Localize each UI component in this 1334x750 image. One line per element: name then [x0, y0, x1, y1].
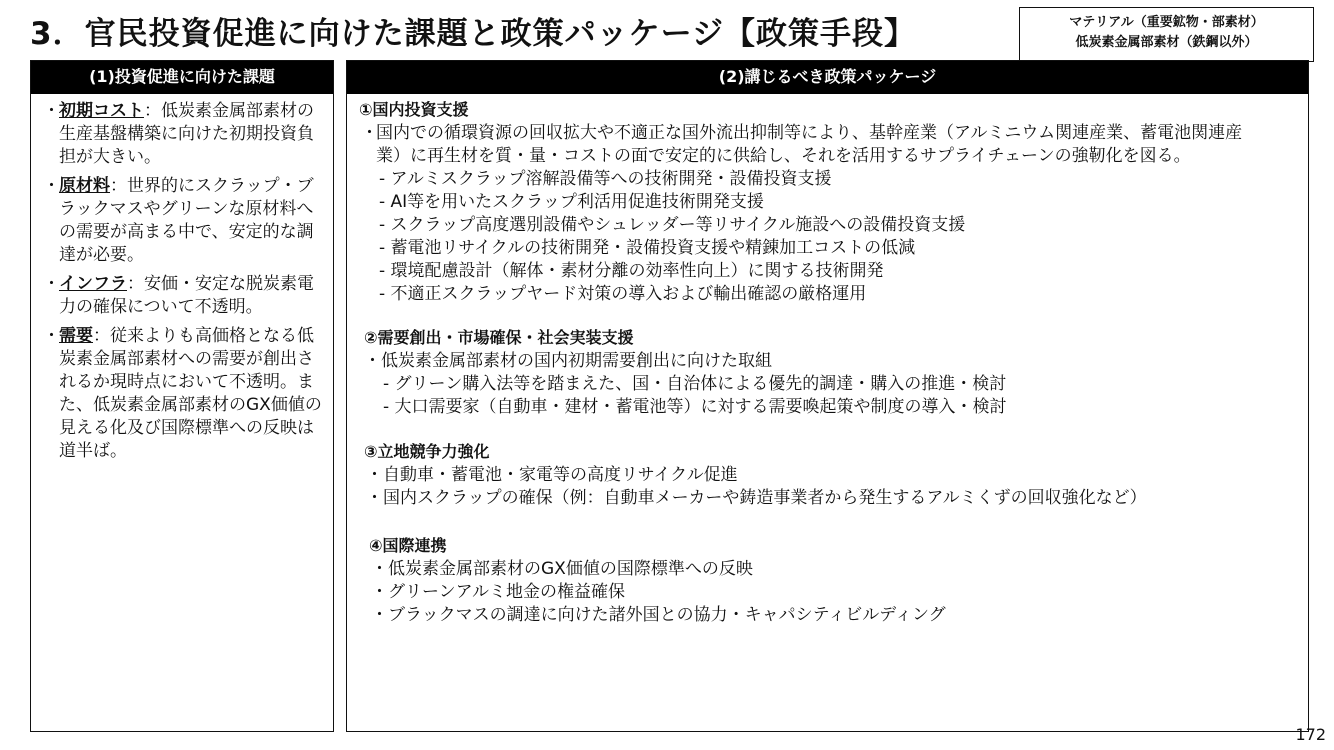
section-demand-creation: [364, 326, 1308, 419]
issues-panel: [30, 60, 334, 732]
issue-key: 初期コスト: [59, 101, 144, 121]
issue-text: ：世界的にスクラップ・ブラックマスやグリーンな原材料への需要が高まる中で、安定的な調達が必要。: [59, 176, 314, 265]
issue-key: 原材料: [59, 176, 110, 196]
list-item: ・グリーンアルミ地金の権益確保: [371, 582, 625, 602]
policy-content: [347, 94, 1308, 627]
section-lead: ・低炭素金属部素材の国内初期需要創出に向けた取組: [364, 351, 772, 371]
sub-item: - グリーン購入法等を踏まえた、国・自治体による優先的調達・購入の推進・検討: [383, 374, 1007, 394]
page-number: 172: [1295, 725, 1326, 744]
sub-item: - 不適正スクラップヤード対策の導入および輸出確認の厳格運用: [379, 284, 867, 304]
category-tag-box: [1019, 7, 1314, 62]
section-title: ①国内投資支援: [359, 100, 469, 119]
section-title: ②需要創出・市場確保・社会実装支援: [364, 328, 634, 347]
policy-header: (2)講じるべき政策パッケージ: [347, 61, 1308, 94]
issue-item: [31, 100, 333, 169]
bullet: ・: [43, 101, 60, 121]
sub-item: - 大口需要家（自動車・建材・蓄電池等）に対する需要喚起策や制度の導入・検討: [383, 397, 1007, 417]
issue-text: ：低炭素金属部素材の生産基盤構築に向けた初期投資負担が大きい。: [59, 101, 314, 167]
section-domestic-investment: [359, 98, 1308, 306]
bullet: ・: [43, 326, 60, 346]
sub-item: - 蓄電池リサイクルの技術開発・設備投資支援や精錬加工コストの低減: [379, 238, 916, 258]
sub-item: - スクラップ高度選別設備やシュレッダー等リサイクル施設への設備投資支援: [379, 215, 966, 235]
section-lead: [359, 122, 1259, 168]
issue-key: インフラ: [59, 274, 127, 294]
page-title: 3．官民投資促進に向けた課題と政策パッケージ【政策手段】: [30, 16, 916, 52]
sub-item: - アルミスクラップ溶解設備等への技術開発・設備投資支援: [379, 169, 832, 189]
section-location-competitiveness: [364, 440, 1308, 510]
list-item: ・自動車・蓄電池・家電等の高度リサイクル促進: [366, 465, 738, 485]
list-item: ・低炭素金属部素材のGX価値の国際標準への反映: [371, 559, 753, 579]
section-title: ③立地競争力強化: [364, 442, 490, 461]
issue-text: ：安価・安定な脱炭素電力の確保について不透明。: [59, 274, 314, 317]
issue-item: [31, 325, 333, 463]
issue-item: [31, 273, 333, 319]
sub-item: - 環境配慮設計（解体・素材分離の効率性向上）に関する技術開発: [379, 261, 884, 281]
sub-item: - AI等を用いたスクラップ利活用促進技術開発支援: [379, 192, 764, 212]
section-international-cooperation: [369, 534, 1308, 627]
policy-panel: [346, 60, 1309, 732]
section-title: ④国際連携: [369, 536, 447, 555]
list-item: ・ブラックマスの調達に向けた諸外国との協力・キャパシティビルディング: [371, 605, 946, 625]
bullet: ・: [43, 274, 60, 294]
bullet: ・: [361, 123, 378, 143]
issue-item: [31, 175, 333, 267]
issue-key: 需要: [59, 326, 93, 346]
section-lead-text: 国内での循環資源の回収拡大や不適正な国外流出抑制等により、基幹産業（アルミニウム関連産業、蓄電池関連産業）に再生材を質・量・コストの面で安定的に供給し、それを活用するサプライチェーンの強靭化を図る。: [376, 123, 1243, 166]
category-tag-line2: 低炭素金属部素材（鉄鋼以外）: [1075, 35, 1258, 50]
issue-text: ：従来よりも高価格となる低炭素金属部素材への需要が創出されるか現時点において不透明。また、低炭素金属部素材のGX価値の見える化及び国際標準への反映は道半ば。: [59, 326, 322, 461]
bullet: ・: [43, 176, 60, 196]
list-item: ・国内スクラップの確保（例：自動車メーカーや鋳造事業者から発生するアルミくずの回収強化など）: [366, 488, 1147, 508]
category-tag-line1: マテリアル（重要鉱物・部素材）: [1069, 15, 1264, 30]
issues-header: (1)投資促進に向けた課題: [31, 61, 333, 94]
